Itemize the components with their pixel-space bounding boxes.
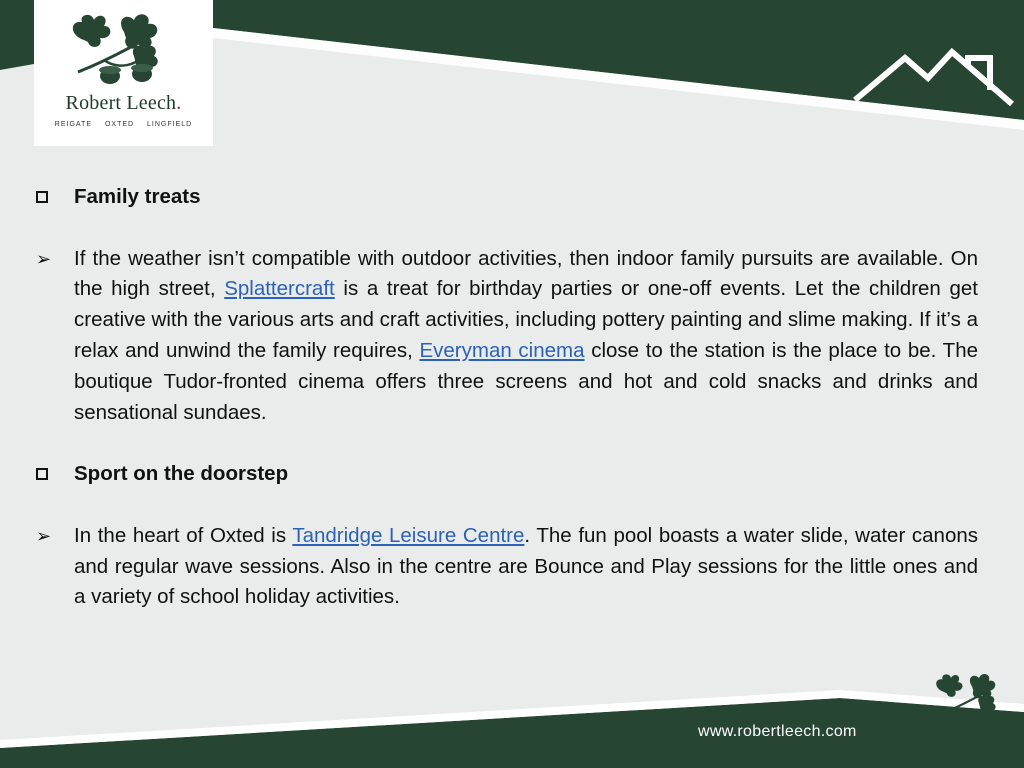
- checkbox-bullet-icon: [36, 468, 48, 480]
- logo-name-text: Robert Leech: [65, 92, 177, 114]
- paragraph-text: [74, 521, 978, 613]
- logo-locations: [34, 121, 213, 128]
- paragraph-segment: . The fun pool boasts a water slide, water canons and regular wave sessions. Also in the centre are Bounce and Play sessions for the little ones and a variety of school holiday activities.: [74, 523, 979, 609]
- footer-website-link[interactable]: www.robertleech.com: [698, 723, 857, 740]
- logo-location-reigate: REIGATE: [54, 121, 92, 128]
- tandridge-leisure-centre-link[interactable]: Tandridge Leisure Centre: [292, 523, 525, 547]
- main-content: [34, 182, 978, 613]
- paragraph-sport: [34, 521, 978, 613]
- paragraph-segment: If the weather isn’t compatible with outdoor activities, then indoor family pursuits are available. On the high street,: [74, 246, 978, 301]
- paragraph-segment: In the heart of Oxted is: [74, 523, 293, 547]
- logo-location-oxted: OXTED: [104, 121, 135, 128]
- logo-dot: .: [176, 92, 182, 114]
- splattercraft-link[interactable]: Splattercraft: [224, 277, 335, 301]
- paragraph-segment: close to the station is the place to be. The boutique Tudor-fronted cinema offers three screens and hot and cold snacks and drinks and sensational sundaes.: [74, 338, 979, 424]
- checkbox-bullet-icon: [36, 191, 48, 203]
- arrow-bullet-icon: ➢: [36, 525, 52, 546]
- header-band-left: [0, 0, 34, 70]
- section-heading-family-treats: [34, 182, 978, 213]
- section-heading-sport: [34, 459, 978, 490]
- logo-wordmark: [34, 92, 213, 115]
- paragraph-segment: is a treat for birthday parties or one-off events. Let the children get creative with the various arts and craft activities, including pottery painting and slime making. If it’s a relax and unwind the family requires,: [74, 277, 978, 362]
- everyman-cinema-link[interactable]: Everyman cinema: [419, 338, 585, 362]
- arrow-bullet-icon: ➢: [36, 248, 52, 269]
- paragraph-family-treats: [34, 244, 978, 429]
- section-heading-text: Sport on the doorstep: [74, 462, 289, 486]
- paragraph-text: [74, 244, 978, 429]
- company-logo[interactable]: [34, 0, 213, 146]
- oak-leaf-footer-icon: [930, 668, 1014, 730]
- section-heading-text: Family treats: [74, 185, 201, 208]
- oak-leaf-logo-icon: [64, 10, 184, 90]
- logo-location-lingfield: LINGFIELD: [147, 121, 193, 128]
